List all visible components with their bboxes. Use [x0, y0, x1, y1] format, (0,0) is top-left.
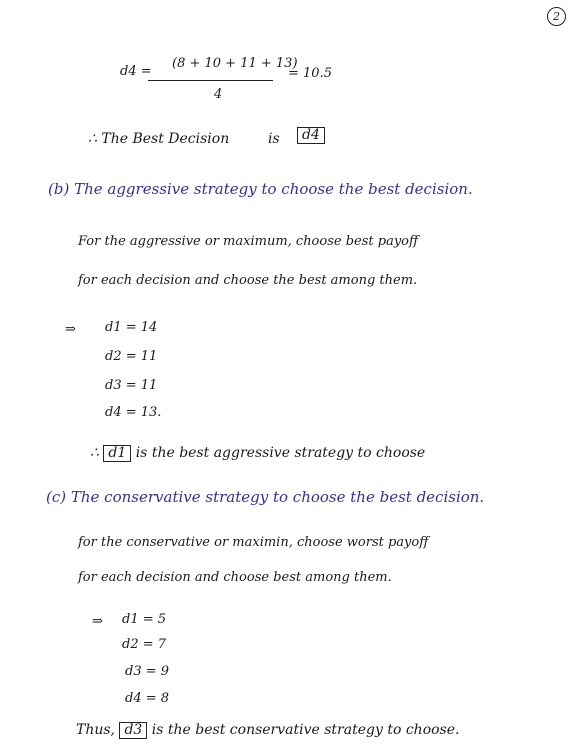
part-b-d1: d1 = 14	[105, 320, 158, 335]
part-c-d4: d4 = 8	[125, 691, 170, 706]
part-b-arrow: ⇒	[65, 322, 76, 337]
part-b-answer-box: d1	[103, 445, 131, 462]
part-c-d3: d3 = 9	[125, 664, 170, 679]
part-c-line-2: for each decision and choose best among them.	[78, 570, 392, 585]
part-b-d4: d4 = 13.	[105, 405, 162, 420]
fraction-denominator: 4	[214, 87, 223, 102]
part-c-answer-box: d3	[119, 722, 147, 739]
average-result: = 10.5	[288, 66, 332, 81]
part-b-d3: d3 = 11	[105, 378, 158, 393]
best-decision-box-wrap	[297, 127, 325, 144]
fraction-bar	[148, 80, 273, 81]
part-c-d2: d2 = 7	[122, 637, 167, 652]
best-decision-text: ∴ The Best Decision	[88, 131, 230, 147]
part-b-conclusion-text: is the best aggressive strategy to choose	[135, 445, 426, 461]
part-c-conclusion-text: is the best conservative strategy to choose.	[151, 722, 460, 738]
part-b-conclusion	[90, 445, 425, 462]
part-b-line-2: for each decision and choose the best among them.	[78, 273, 418, 288]
d4-label: d4 =	[120, 64, 152, 79]
part-c-d1: d1 = 5	[122, 612, 167, 627]
part-b-d2: d2 = 11	[105, 349, 158, 364]
part-c-arrow: ⇒	[92, 614, 103, 629]
part-b-line-1: For the aggressive or maximum, choose best payoff	[78, 234, 419, 249]
part-c-conclusion	[76, 722, 459, 739]
part-b-therefore: ∴	[90, 445, 99, 461]
fraction-numerator: (8 + 10 + 11 + 13)	[172, 56, 298, 71]
part-b-heading: (b) The aggressive strategy to choose the best decision.	[48, 180, 473, 198]
part-c-thus: Thus,	[76, 722, 116, 738]
best-decision-box: d4	[297, 127, 325, 144]
part-c-line-1: for the conservative or maximin, choose worst payoff	[78, 535, 429, 550]
is-word: is	[268, 131, 280, 147]
part-c-heading: (c) The conservative strategy to choose the best decision.	[46, 488, 485, 506]
page-number-badge: 2	[547, 7, 566, 26]
